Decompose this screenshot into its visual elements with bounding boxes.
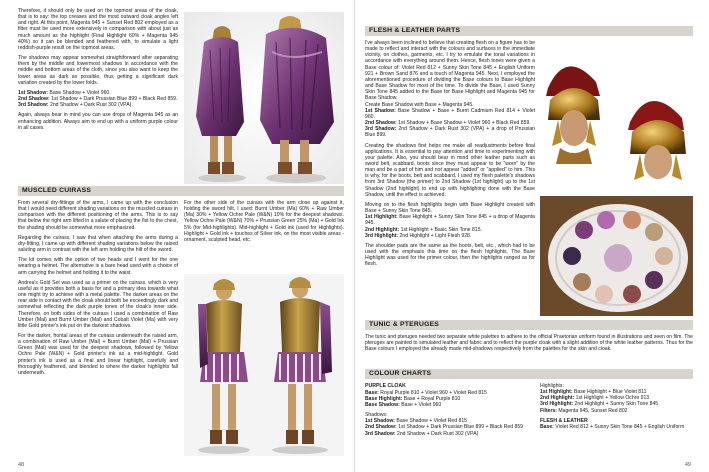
cloak-figure-photo: [184, 12, 344, 184]
flesh-shadow-3: 3rd Shadow: 2nd Shadow + Dark Rust 302 (VPA) + a drop of Prussian Blue 899.: [365, 126, 535, 139]
muscled-paragraph-1: From several dry-fittings of the arms, I came up with the conclusion that I would need different shading variations on the muscled cuirass in comparison with the different positioning of the arms. This is to say that below the right arm lifted in a salute of placing the fist to the chest, the shading should be somewhat more emphasized.: [18, 200, 178, 231]
page-fold: [354, 0, 355, 472]
flesh-shadow-2: 2nd Shadow: 1st Shadow + Base Shadow + Violet 960 + Black Red 859.: [365, 120, 531, 127]
highlight-line-4: Filters: Magenta 945, Sunset Red 802: [540, 407, 628, 414]
tunic-paragraph: The tunic and pteruges needed two separate white palettes to adhere to the official Praetorian uniform found in illustrations and seen on film. The pteruges are painted to simulated leather and fabric and to reflect the purple cloak with a slight addition of the white leather patterns. Thus for the Base colours I employed the already made mid-shadows respectively from the palettes for the skin and cloak.: [365, 334, 693, 353]
cloak-line-3: Base Shadow: Base + Violet 960: [365, 401, 442, 408]
shadow-line-2: 2nd Shadow: 1st Shadow + Dark Prussian Blue 899 + Black Red 859.: [18, 96, 178, 103]
flesh-leather-chart-title: FLESH & LEATHER: [540, 417, 588, 424]
shadow-line-3: 3rd Shadow: 2nd Shadow + Dark Rust 302 (VPA).: [18, 102, 133, 109]
chart-highlights: [540, 383, 693, 431]
paint-palette-photo: [540, 196, 693, 316]
right-flesh-column: [365, 40, 535, 267]
flesh-chart-line-1: Base: Violet Red 812 + Sunny Skin Tone 845 + English Uniform: [540, 424, 685, 431]
flesh-paragraph-2: Creating the shadows first helps me make all readjustments before final applications. It is essential to pay attention and time to experimenting with your palette. Also, you should bear in mind other leather parts such as sword belt, scabbard, boots since they must appear to be "worn" by the man and be a part of him and not appear "added" or "applied" to him. This is why, for the boots, belt and scabbard, I used my flesh palette's shadows from 3rd Shadow (the primer) to 2nd Shadow (1st highlight) up to the 1st Shadow (2nd highlight) to end up with highlighting done with the Base Shadow, until the effect is achieved.: [365, 142, 535, 198]
highlights-title: Highlights:: [540, 383, 564, 389]
flesh-highlight-2: 2nd Highlight: 1st Highlight + Basic Skin Tone 815.: [365, 226, 482, 233]
intro-paragraph-1: Therefore, it should only be used on the topmost areas of the cloak, that is to say: the top creases and the most outward cloak angles left and right. At this point, Magenta 945 + Sunset Red 802 employed as a filter must be used more extensively in comparison with about just as much amount as the highlight (Final Highlight 60% + Magenta 945 40%) so it can be blended and feathered with, to simulate a light reddish-purple result on the topmost areas.: [18, 8, 178, 51]
cuirass-figure-photo: [184, 274, 344, 456]
cloak-line-2: Base Highlight: Base + Royal Purple 810: [365, 395, 461, 402]
cloak-line-1: Base: Royal Purple 810 + Violet 960 + Violet Red 815: [365, 389, 487, 396]
colour-charts-header: COLOUR CHARTS: [365, 369, 693, 379]
muscled-paragraph-3: The kit comes with the option of two heads and I went for the one wearing a helmet. The alternative is a bare head used with a choice of arm carrying the helmet and holding it to the waist.: [18, 257, 178, 276]
right-page-number: 49: [684, 462, 691, 468]
after-shadows-paragraph: Again, always bear in mind you can use drops of Magenta 945 as an enhancing addition. Always aim to end up with a uniform purple colour in all cases.: [18, 112, 178, 131]
flesh-leather-header: FLESH & LEATHER PARTS: [365, 26, 693, 36]
flesh-paragraph-4: The shoulder pads are the same as the boots, belt, etc., which had to be used with the emphasis this time on the flesh highlights. The Base Highlight was used for the primer colour, then the highlights ranged as for flesh.: [365, 242, 535, 268]
cloak-shadow-1: 1st Shadow: Base Shadow + Violet Red 815: [365, 418, 467, 425]
intro-paragraph-2: The shadows may appear somewhat straightforward after separating them by the middle and lowermost shadows in accordance with the middle and bottom areas of the cloth, since you also want to keep the lower areas as dark as possible, thus getting a significant dark variation created by the lower folds.: [18, 55, 178, 86]
flesh-paragraph-3: Moving on to the flesh highlights begin with Base Highlight created with Base + Sunny Skin Tone 845.: [365, 201, 535, 215]
cloak-shadows-title: Shadows:: [365, 412, 388, 419]
helmet-heads-photo: [540, 40, 693, 192]
muscled-col2-paragraph: For the other side of the cuirass with the arm close up against it, holding the sword hilt, I used: Burnt Umber (Ma) 60% + Raw Umber (Ma) 30% + Yellow Ochre Pale (W&N) 10% for the deepest shadows. Yellow Ochre Pale (W&N) 70% + Prussian Green 25% (Ma) + Gold Ink 5% (for Mid-highlights). Mid-highlight + Gold ink (used for Highlights). Highlight + Gold ink + touches of Silver ink, on the most visible areas - ornament, sculpted head, etc.: [184, 200, 344, 243]
flesh-highlight-1: 1st Highlight: Base Highlight + Sunny Skin Tone 845 + a drop of Magenta 945.: [365, 214, 536, 227]
left-col1-body: [18, 200, 178, 376]
chart-purple-cloak: [365, 383, 535, 437]
tunic-body: [365, 334, 693, 352]
left-page-number: 48: [18, 462, 25, 468]
flesh-shadow-1: 1st Shadow: Base Shadow + Base + Burnt Cadmium Red 814 + Violet 960.: [365, 107, 535, 120]
flesh-create-line: Create Base Shadow with Base + Magenta 945.: [365, 101, 474, 108]
cloak-shadow-2: 2nd Shadow: 1st Shadow + Dark Prussian Blue 899 + Black Red 859: [365, 424, 523, 431]
muscled-paragraph-5: For the darker, frontal areas of the cuirass underneath the raised arm, a combination of Raw Umber (Mal) + Burnt Umber (Mal) + Prussian Green (Mal) was used for the deepest shadows, followed by Yellow Ochre Pale (W&N) + Gold printer's ink as a mid-highlight. Gold printer's ink is used as a final and linear highlight, carefully and thoroughly feathered, and blended to where the darker highlights fall underneath.: [18, 332, 178, 376]
purple-cloak-title: PURPLE CLOAK: [365, 383, 406, 389]
left-intro-column: [18, 8, 178, 131]
flesh-highlight-3: 3rd Highlight: 2nd Highlight + Light Flesh 928.: [365, 232, 472, 239]
left-col2-body: [184, 200, 344, 243]
muscled-paragraph-2: Regarding the cuirass, I saw that when attaching the arms during a dry-fitting, I came up with different shading variations below the raised saluting arm in contrast with the left arm holding the hilt of the sword.: [18, 234, 178, 254]
tunic-pteruges-header: TUNIC & PTERUGES: [365, 320, 693, 330]
muscled-cuirass-header: MUSCLED CUIRASS: [18, 186, 344, 196]
cloak-shadow-3: 3rd Shadow: 2nd Shadow + Dark Rust 302 (VPA): [365, 430, 479, 437]
flesh-paragraph-1: I've always been inclined to believe that creating flesh on a figure has to be made to reflect and interact with the colours and surfaces in the immediate vicinity, on clothes, garments, etc. I try to emulate the tonal variations in accordance with everything around them. Hence, flesh tones were given a Base colour of: Violet Red 812 + Sunny Skin Tone 845 + English Uniform 921 + Brown Sand 876 and a touch of Magenta 945. Next, I employed the aforementioned procedure of dividing the Base colours to Base Highlight and Base Shadow for most of the time. To divide the Base, I used Sunny Skin Tone 845 added to the Base for Base Highlight and Magenta 945 for Base Shadow.: [365, 40, 535, 102]
highlight-line-3: 3rd Highlight: 2nd Highlight + Sunny Skin Tone 845: [540, 401, 659, 408]
highlight-line-2: 2nd Highlight: 1st Highlight + Yellow Ochre 913: [540, 395, 650, 402]
highlight-line-1: 1st Highlight: Base Highlight + Blue Violet 811: [540, 389, 647, 396]
shadow-line-1: 1st Shadow: Base Shadow + Violet 960.: [18, 89, 111, 96]
muscled-paragraph-4: Andrea's Gold Set was used as a primer on the cuirass, which is very useful as it provides both a basis for and a primary idea towards what one might try to achieve with a metal palette. The darker areas on the rear side in contact with the cloak should both be exceedingly dark and somewhat reflecting the dark purple tones of the cloak's inner side. Therefore, on both sides of the cuirass I used a combination of Raw Umber (Mal) and Burnt Umber (Mal) and Cobalt Violet (Ma) with very little Gold printer's ink put on the darkest shadows.: [18, 279, 178, 329]
